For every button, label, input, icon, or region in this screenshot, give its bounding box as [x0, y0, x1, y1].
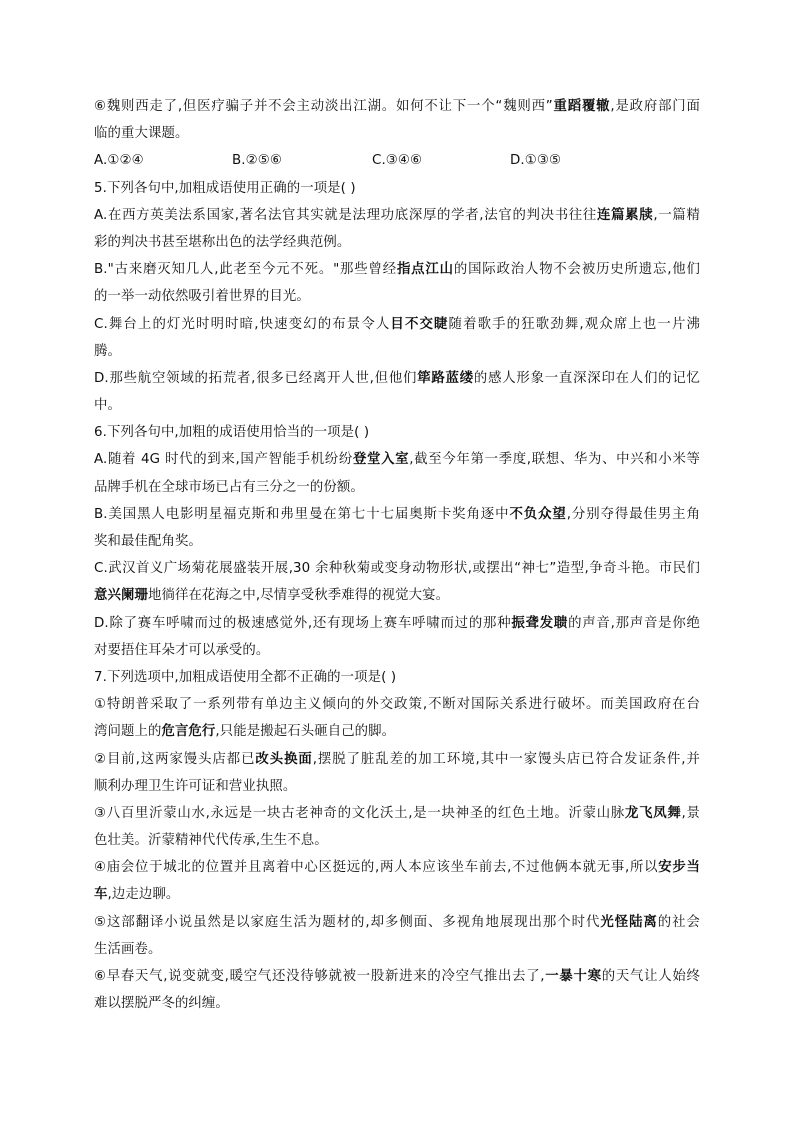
text-run: 的一举一动依然吸引着世界的目光。	[94, 289, 310, 305]
text-line	[94, 800, 700, 827]
text-line	[94, 718, 700, 745]
q7-item-2	[94, 746, 700, 800]
text-run: ,一篇精	[653, 207, 701, 223]
q7-item-6	[94, 963, 700, 1017]
text-run: ,摆脱了脏乱差的加工环境,其中一家馒头店已符合发证条件,并	[312, 751, 700, 767]
text-line	[94, 854, 700, 881]
bold-idiom: 龙飞凤舞	[625, 805, 682, 821]
text-line	[94, 637, 700, 664]
text-line	[94, 229, 700, 256]
text-line	[94, 419, 700, 446]
text-run: ②目前,这两家馒头店都已	[94, 751, 256, 767]
text-run: ⑥早春天气,说变就变,暖空气还没待够就被一股新进来的冷空气推出去了,	[94, 969, 545, 984]
q6-option-a	[94, 446, 700, 500]
option-b: B.②⑤⑥	[232, 153, 282, 169]
text-run: 随着歌手的狂歌劲舞,观众席上也一片沸	[448, 316, 700, 332]
text-run: A.在西方英美法系国家,著名法官其实就是法理功底深厚的学者,法官的判决书往往	[94, 207, 597, 223]
text-run: 7.下列选项中,加粗成语使用全都不正确的一项是( )	[94, 669, 397, 685]
q5-option-d	[94, 365, 700, 419]
bold-idiom: 连篇累牍	[597, 207, 654, 223]
text-line	[94, 746, 700, 773]
bold-idiom: 一暴十寒	[544, 969, 602, 984]
text-line	[94, 582, 700, 609]
bold-idiom: 指点江山	[396, 262, 454, 278]
bold-idiom: 意兴阑珊	[94, 588, 148, 604]
text-line	[94, 963, 700, 990]
text-line	[94, 909, 700, 936]
text-run: ⑥魏则西走了,但医疗骗子并不会主动淡出江湖。如何不让下一个“魏则西”	[94, 99, 553, 114]
text-run: ,截至今年第一季度,联想、华为、中兴和小米等	[409, 452, 701, 468]
q5-stem	[94, 175, 700, 202]
q7-item-3	[94, 800, 700, 854]
q4-options	[94, 147, 700, 174]
text-line	[94, 311, 700, 338]
text-run: ③八百里沂蒙山水,永远是一块古老神奇的文化沃土,是一块神圣的红色土地。沂蒙山脉	[94, 805, 626, 821]
text-run: C.舞台上的灯光时明时暗,快速变幻的布景令人	[94, 316, 391, 332]
q6-option-c	[94, 555, 700, 609]
option-a: A.①②④	[94, 153, 144, 169]
text-run: 地徜徉在花海之中,尽情享受秋季难得的视觉大宴。	[147, 588, 450, 604]
option-d: D.①③⑤	[510, 153, 562, 169]
text-run: 临的重大课题。	[94, 126, 189, 142]
bold-idiom: 光怪陆离	[600, 914, 658, 930]
text-run: D.那些航空领域的拓荒者,很多已经离开人世,但他们	[94, 370, 418, 386]
text-run: 的天气让人始终	[601, 969, 701, 984]
bold-idiom: 危言危行	[161, 724, 216, 740]
text-line	[94, 256, 700, 283]
q7-item-1	[94, 691, 700, 745]
text-run: 腾。	[94, 343, 121, 359]
text-run: 6.下列各句中,加粗的成语使用恰当的一项是( )	[94, 425, 370, 441]
text-run: ⑤这部翻译小说虽然是以家庭生活为题材的,却多侧面、多视角地展现出那个时代	[94, 914, 601, 930]
q5-option-b	[94, 256, 700, 310]
q7-stem	[94, 664, 700, 691]
text-run: ,分别夺得最佳男主角	[566, 506, 700, 522]
text-run: 的声音,那声音是你绝	[568, 615, 701, 631]
text-line	[94, 93, 700, 120]
text-run: ④庙会位于城北的位置并且离着中心区挺远的,两人本应该坐车前去,不过他俩本就无事,所以	[94, 860, 659, 876]
text-run: 彩的判决书甚至堪称出色的法学经典范例。	[94, 234, 351, 250]
document-page	[94, 93, 700, 1017]
text-run: 生活画卷。	[94, 941, 162, 957]
text-run: 的社会	[657, 914, 701, 930]
text-run: 奖和最佳配角奖。	[94, 534, 202, 549]
bold-idiom: 振聋发聩	[511, 615, 569, 631]
text-run: 顺利办理卫生许可证和营业执照。	[94, 778, 297, 794]
bold-idiom: 登堂入室	[352, 452, 410, 468]
q6-option-b	[94, 501, 700, 555]
text-line	[94, 773, 700, 800]
text-run: B."古来磨灭知几人,此老至今元不死。"那些曾经	[94, 262, 397, 278]
q6-stem	[94, 419, 700, 446]
text-run: 对要捂住耳朵才可以承受的。	[94, 642, 270, 658]
option-c: C.③④⑥	[372, 153, 423, 169]
text-line	[94, 610, 700, 637]
bold-idiom: 车	[94, 887, 108, 903]
text-line	[94, 338, 700, 365]
text-run: C.武汉首义广场菊花展盛装开展,30 余种秋菊或变身动物形状,或摆出“神七”造型,争奇斗艳。市民们	[94, 561, 700, 577]
text-run: 难以摆脱严冬的纠缠。	[94, 996, 229, 1012]
text-line	[94, 936, 700, 963]
q7-item-5	[94, 909, 700, 963]
text-run: ,边走边聊。	[107, 887, 180, 903]
text-run: 的国际政治人物不会被历史所遗忘,他们	[453, 262, 701, 278]
text-line	[94, 664, 700, 691]
text-line	[94, 392, 700, 419]
bold-idiom: 改头换面	[255, 751, 313, 767]
bold-idiom: 安步当	[658, 860, 700, 876]
text-line	[94, 501, 700, 528]
bold-idiom: 目不交睫	[390, 316, 449, 332]
text-line	[94, 990, 700, 1017]
text-run: A.随着 4G 时代的到来,国产智能手机纷纷	[94, 452, 353, 468]
text-run: ,景	[681, 805, 700, 821]
text-run: 的感人形象一直深深印在人们的记忆	[473, 370, 700, 386]
bold-idiom: 重蹈覆辙	[552, 99, 611, 114]
text-run: B.美国黑人电影明星福克斯和弗里曼在第七十七届奥斯卡奖角逐中	[94, 506, 510, 522]
text-line	[94, 474, 700, 501]
text-run: 5.下列各句中,加粗成语使用正确的一项是( )	[94, 180, 356, 196]
text-run: ,只能是搬起石头砸自己的脚。	[215, 724, 396, 740]
text-run: 色壮美。沂蒙精神代代传承,生生不息。	[94, 833, 328, 849]
text-line	[94, 555, 700, 582]
text-line	[94, 691, 700, 718]
bold-idiom: 不负众望	[509, 506, 567, 522]
text-line	[94, 446, 700, 473]
text-run: ①特朗普采取了一系列带有单边主义倾向的外交政策,不断对国际关系进行破坏。而美国政府在台	[94, 697, 700, 713]
q4-item-6	[94, 93, 700, 147]
q7-item-4	[94, 854, 700, 908]
bold-idiom: 筚路蓝缕	[417, 370, 474, 386]
text-run: ,是政府部门面	[610, 99, 700, 114]
text-line	[94, 120, 700, 147]
text-run: D.除了赛车呼啸而过的极速感觉外,还有现场上赛车呼啸而过的那种	[94, 615, 512, 631]
text-line	[94, 202, 700, 229]
text-line	[94, 528, 700, 555]
q5-option-c	[94, 311, 700, 365]
q6-option-d	[94, 610, 700, 664]
text-run: 中。	[94, 398, 121, 414]
text-line	[94, 283, 700, 310]
text-run: 湾问题上的	[94, 724, 162, 740]
text-run: 品牌手机在全球市场已占有三分之一的份额。	[94, 479, 364, 495]
text-line	[94, 365, 700, 392]
text-line	[94, 827, 700, 854]
text-line	[94, 881, 700, 908]
text-line	[94, 175, 700, 202]
q5-option-a	[94, 202, 700, 256]
